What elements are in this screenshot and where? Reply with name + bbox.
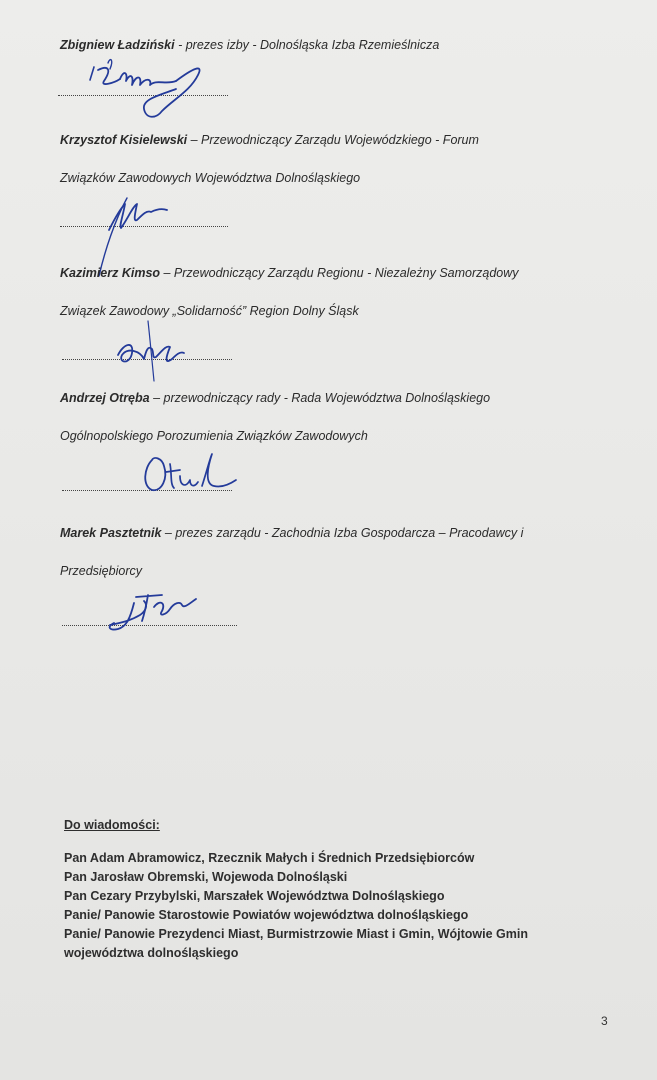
signatory-role: – prezes zarządu - Zachodnia Izba Gospodarcza – Pracodawcy i <box>161 526 524 540</box>
signatory-line: Związków Zawodowych Województwa Dolnośląskiego <box>60 171 361 185</box>
signatory-role: – Przewodniczący Zarządu Regionu - Niezależny Samorządowy <box>160 266 519 280</box>
signatory-block <box>60 525 620 579</box>
signatory-line <box>60 390 620 406</box>
signatory-block <box>60 132 620 186</box>
handwritten-signature <box>110 315 200 385</box>
handwritten-signature <box>140 450 240 500</box>
signatory-block <box>60 37 620 53</box>
signatory-line: Ogólnopolskiego Porozumienia Związków Zawodowych <box>60 429 368 443</box>
distribution-item: Panie/ Panowie Prezydenci Miast, Burmistrzowie Miast i Gmin, Wójtowie Gmin <box>64 927 528 941</box>
page-number: 3 <box>601 1014 608 1028</box>
distribution-title: Do wiadomości: <box>64 818 160 832</box>
signatory-name: Andrzej Otręba <box>60 391 150 405</box>
signatory-role: - prezes izby - Dolnośląska Izba Rzemieślnicza <box>174 38 440 52</box>
signatory-line: Przedsiębiorcy <box>60 564 142 578</box>
signatory-line <box>60 37 620 53</box>
signatory-name: Kazimierz Kimso <box>60 266 161 280</box>
signatory-role: – Przewodniczący Zarządu Wojewódzkiego - Forum <box>187 133 479 147</box>
signatory-name: Marek Pasztetnik <box>60 526 162 540</box>
signatory-line: Związek Zawodowy „Solidarność” Region Dolny Śląsk <box>60 304 359 318</box>
signatory-name: Krzysztof Kisielewski <box>60 133 188 147</box>
signatory-block <box>60 265 620 319</box>
distribution-item: Pan Cezary Przybylski, Marszałek Województwa Dolnośląskiego <box>64 889 445 903</box>
distribution-item: województwa dolnośląskiego <box>64 946 239 960</box>
signatory-name: Zbigniew Ładziński <box>60 38 175 52</box>
signatory-block <box>60 390 620 444</box>
distribution-list <box>64 817 624 963</box>
signatory-line <box>60 265 620 281</box>
signatory-role: – przewodniczący rady - Rada Województwa Dolnośląskiego <box>149 391 491 405</box>
handwritten-signature <box>100 585 210 635</box>
distribution-item: Pan Jarosław Obremski, Wojewoda Dolnośląski <box>64 870 348 884</box>
distribution-item: Pan Adam Abramowicz, Rzecznik Małych i Średnich Przedsiębiorców <box>64 851 475 865</box>
handwritten-signature <box>80 55 220 125</box>
signatory-line <box>60 132 620 148</box>
distribution-item: Panie/ Panowie Starostowie Powiatów województwa dolnośląskiego <box>64 908 469 922</box>
signatory-line <box>60 525 620 541</box>
